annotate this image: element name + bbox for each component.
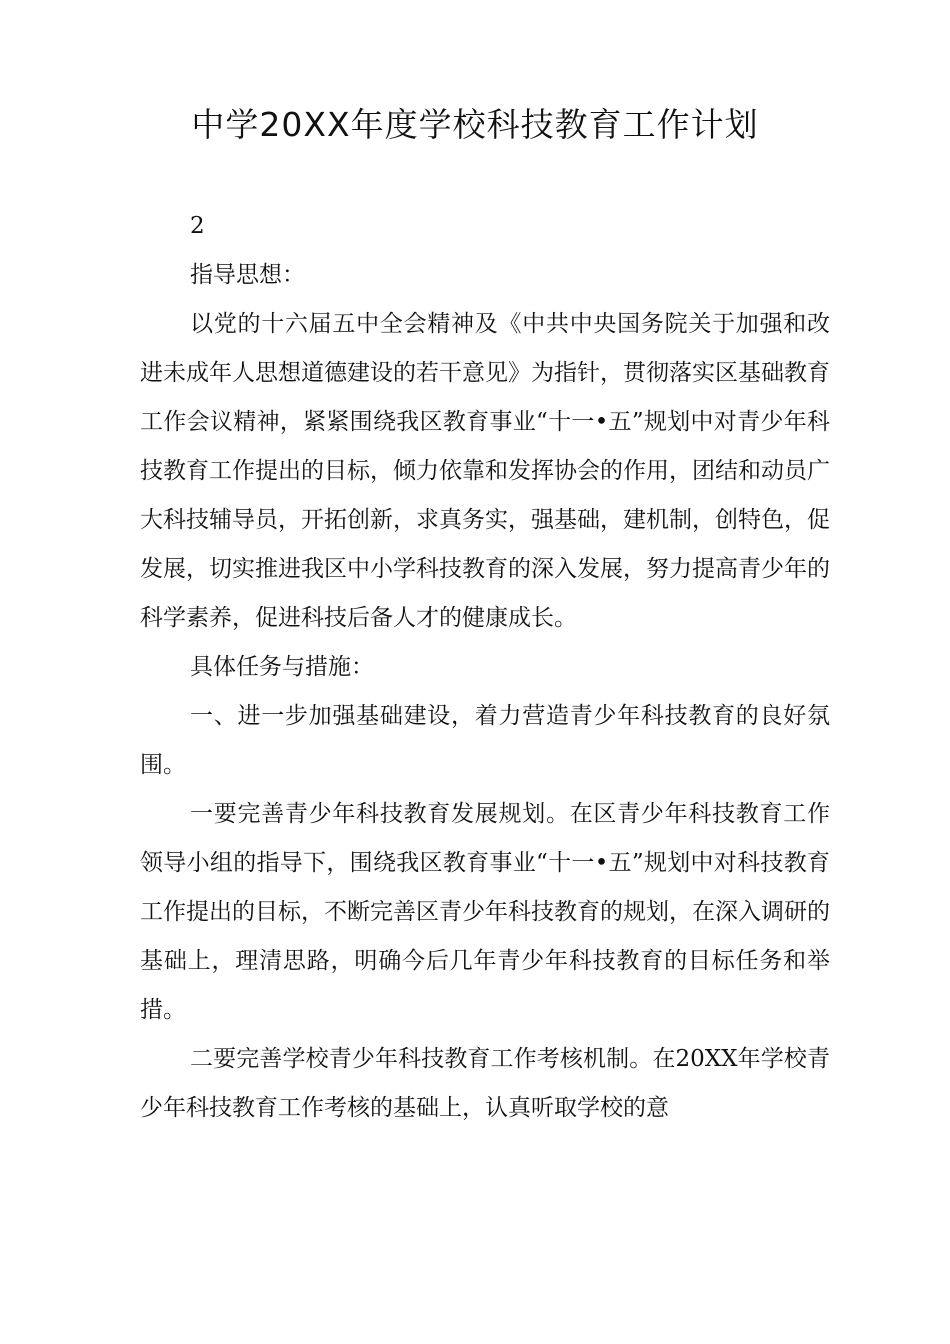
document-title: 中学20XX年度学校科技教育工作计划 — [191, 105, 759, 144]
paragraph-item-one: 一要完善青少年科技教育发展规划。在区青少年科技教育工作领导小组的指导下，围绕我区教育事业“十一•五”规划中对科技教育工作提出的目标，不断完善区青少年科技教育的规划，在深入调研的基础上，理清思路，明确今后几年青少年科技教育的目标任务和举措。 — [140, 801, 830, 1023]
paragraph-heading-tasks: 具体任务与措施： — [190, 654, 374, 680]
paragraph-section-one: 一、进一步加强基础建设，着力营造青少年科技教育的良好氛围。 — [140, 703, 830, 778]
paragraph-page-number: 2 — [190, 213, 205, 239]
paragraph-guiding-ideology: 以党的十六届五中全会精神及《中共中央国务院关于加强和改进未成年人思想道德建设的若干意见》为指针，贯彻落实区基础教育工作会议精神，紧紧围绕我区教育事业“十一•五”规划中对青少年科技教育工作提出的目标，倾力依靠和发挥协会的作用，团结和动员广大科技辅导员，开拓创新，求真务实，强基础，建机制，创特色，促发展，切实推进我区中小学科技教育的深入发展，努力提高青少年的科学素养，促进科技后备人才的健康成长。 — [140, 311, 830, 631]
paragraph-heading-guiding-ideology: 指导思想： — [190, 262, 305, 288]
paragraph-item-two: 二要完善学校青少年科技教育工作考核机制。在20XX年学校青少年科技教育工作考核的基础上，认真听取学校的意 — [140, 1046, 830, 1121]
document-body — [140, 202, 830, 1133]
